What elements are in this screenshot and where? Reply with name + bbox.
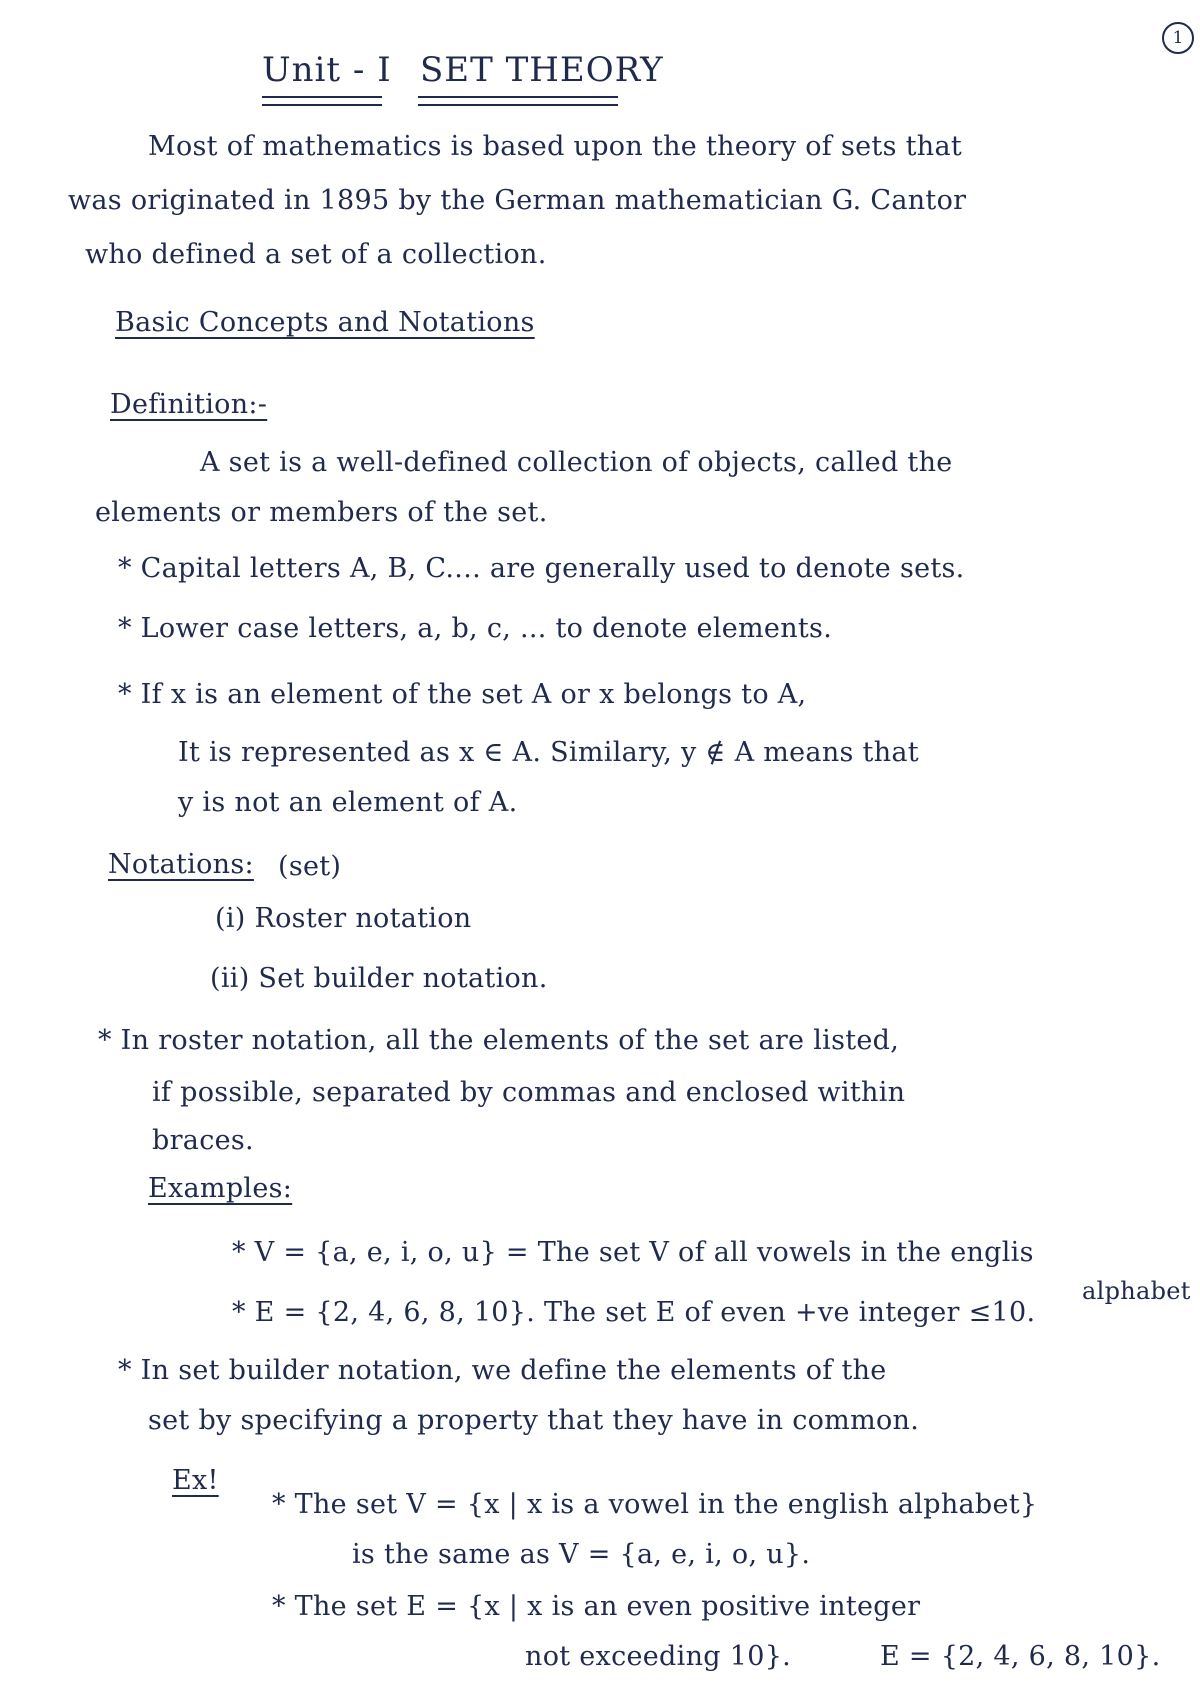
example-continuation: alphabet bbox=[1082, 1277, 1191, 1305]
ex-label: Ex! bbox=[172, 1465, 219, 1496]
definition-line: A set is a well-defined collection of objects, called the bbox=[200, 447, 953, 478]
bullet-continuation: y is not an element of A. bbox=[178, 787, 518, 818]
set-builder-line: * In set builder notation, we define the elements of the bbox=[118, 1355, 887, 1386]
page-title: SET THEORY bbox=[420, 50, 664, 90]
ex-line: * The set V = {x | x is a vowel in the english alphabet} bbox=[272, 1489, 1038, 1520]
title-underline-2 bbox=[418, 104, 618, 106]
unit-underline bbox=[262, 96, 382, 98]
example-item: * E = {2, 4, 6, 8, 10}. The set E of even +ve integer ≤10. bbox=[232, 1297, 1036, 1328]
notation-item: (i) Roster notation bbox=[215, 903, 472, 934]
bullet-item: * Capital letters A, B, C.... are generally used to denote sets. bbox=[118, 553, 965, 584]
examples-label: Examples: bbox=[148, 1173, 293, 1204]
definition-line: elements or members of the set. bbox=[95, 497, 548, 528]
ex-line: E = {2, 4, 6, 8, 10}. bbox=[880, 1641, 1161, 1672]
roster-line: braces. bbox=[152, 1125, 254, 1156]
definition-label: Definition:- bbox=[110, 389, 268, 420]
example-item: * V = {a, e, i, o, u} = The set V of all vowels in the englis bbox=[232, 1237, 1034, 1268]
roster-line: if possible, separated by commas and enclosed within bbox=[152, 1077, 906, 1108]
page-number: 1 bbox=[1162, 22, 1194, 54]
ex-line: is the same as V = {a, e, i, o, u}. bbox=[352, 1539, 811, 1570]
intro-line: was originated in 1895 by the German mathematician G. Cantor bbox=[68, 185, 967, 216]
bullet-item: * If x is an element of the set A or x belongs to A, bbox=[118, 679, 807, 710]
section-heading: Basic Concepts and Notations bbox=[115, 307, 535, 338]
unit-label: Unit - I bbox=[262, 50, 392, 90]
set-builder-line: set by specifying a property that they have in common. bbox=[148, 1405, 920, 1436]
notations-note: (set) bbox=[278, 851, 342, 882]
title-underline bbox=[418, 96, 618, 98]
notations-label: Notations: bbox=[108, 849, 254, 880]
bullet-item: * Lower case letters, a, b, c, ... to denote elements. bbox=[118, 613, 833, 644]
notation-item: (ii) Set builder notation. bbox=[210, 963, 548, 994]
intro-line: who defined a set of a collection. bbox=[85, 239, 547, 270]
ex-line: not exceeding 10}. bbox=[525, 1641, 792, 1672]
roster-line: * In roster notation, all the elements of the set are listed, bbox=[98, 1025, 900, 1056]
bullet-continuation: It is represented as x ∈ A. Similary, y ∉ A means that bbox=[178, 737, 919, 768]
ex-line: * The set E = {x | x is an even positive integer bbox=[272, 1591, 921, 1622]
unit-underline-2 bbox=[262, 104, 382, 106]
intro-line: Most of mathematics is based upon the theory of sets that bbox=[148, 131, 962, 162]
